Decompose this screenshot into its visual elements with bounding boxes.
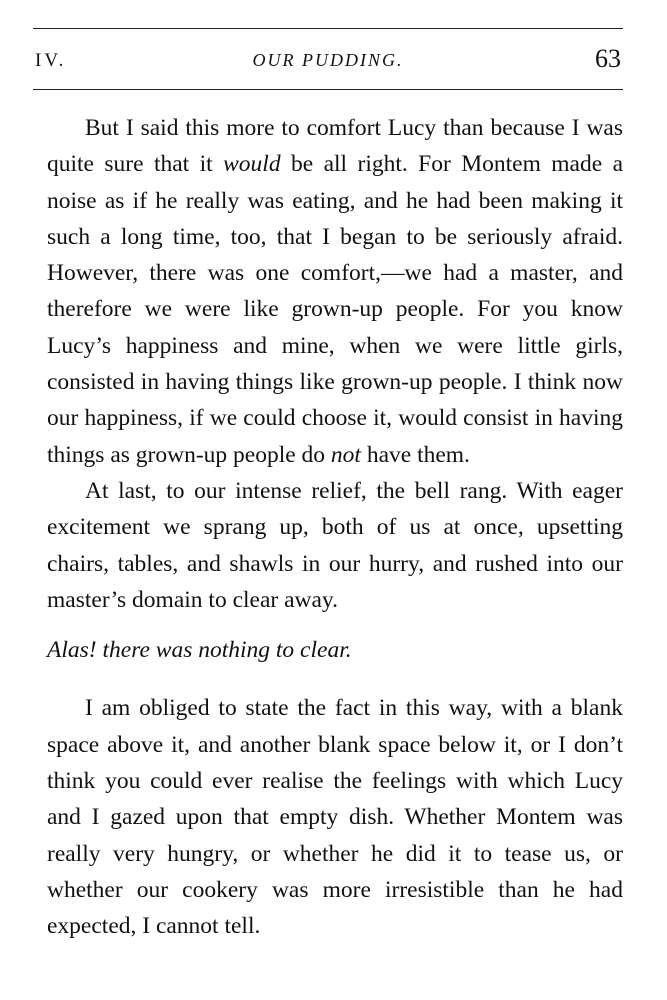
paragraph: I am obliged to state the fact in this way, with a blank space above it, and another blank space below it, or I don’t think you could ever realise the feelings with which Lucy and I gazed upon that empty dish. Whether Montem was really very hungry, or whether he did it to tease us, or whether our cookery was more irresistible than he had expected, I cannot tell. xyxy=(47,695,623,940)
header-bottom-rule xyxy=(33,89,623,90)
page-body xyxy=(47,110,623,945)
emphasis-text: would xyxy=(223,151,281,178)
paragraph xyxy=(47,110,623,473)
paragraph-text: be all right. For Montem made a noise as if he really was eating, and he had been making it such a long time, too, that I began to be seriously afraid. However, there was one comfort,—we had a master, and therefore we were like grown-up people. For you know Lucy’s happiness and mine, when we were little girls, consisted in having things like grown-up people. I think now our happiness, if we could choose it, would consist in having things as grown-up people do xyxy=(47,151,624,468)
running-header xyxy=(33,44,623,80)
header-top-rule xyxy=(33,28,623,29)
emphasized-line: Alas! there was nothing to clear. xyxy=(47,637,352,664)
paragraph-text: But I said this more to comfort Lucy than because I was quite sure that it xyxy=(47,115,623,178)
chapter-number: IV. xyxy=(35,50,67,71)
emphasis-text: not xyxy=(330,441,361,468)
running-title: OUR PUDDING. xyxy=(252,50,404,70)
page-number: 63 xyxy=(595,44,621,73)
paragraph-text: have them. xyxy=(360,441,470,468)
paragraph: At last, to our intense relief, the bell rang. With eager excitement we sprang up, both of us at once, upsetting chairs, tables, and shawls in our hurry, and rushed into our master’s domain to clear away. xyxy=(47,477,623,613)
